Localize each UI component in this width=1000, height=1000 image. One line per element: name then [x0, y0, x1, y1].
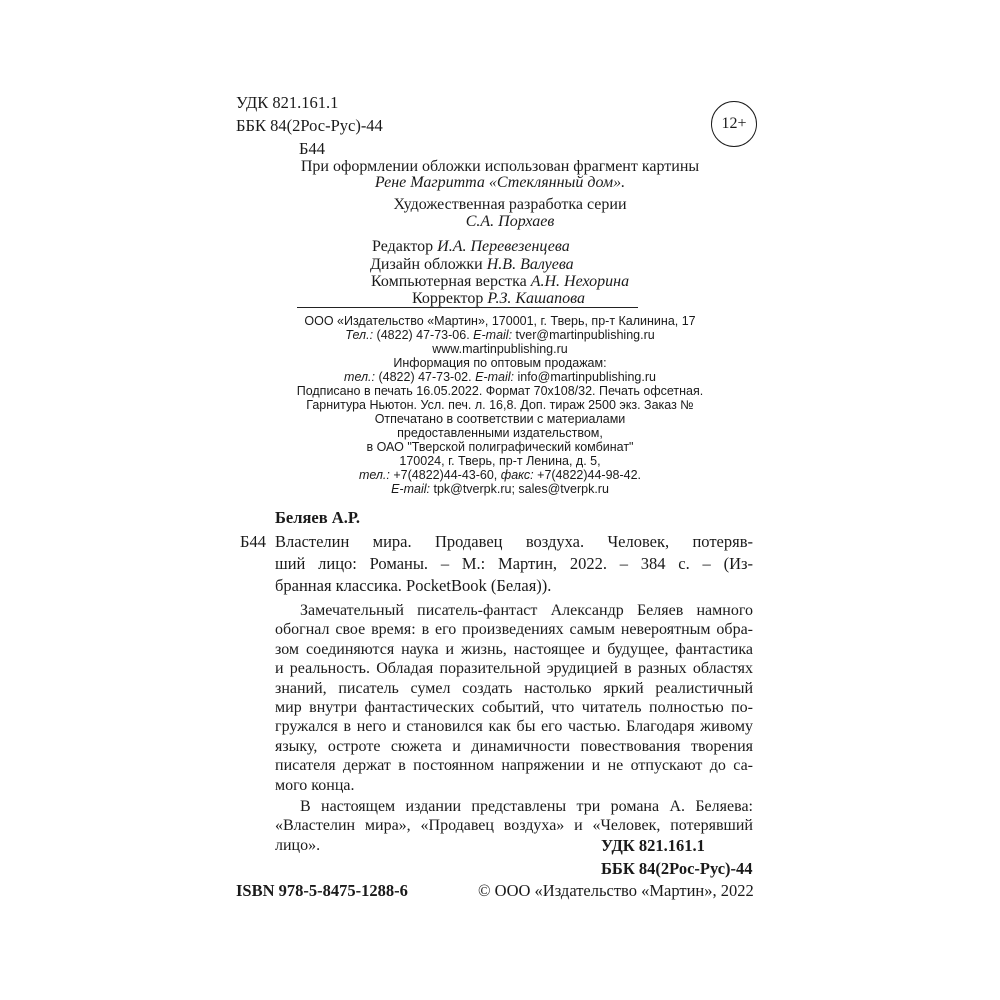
annotation-line: мого конца. — [275, 776, 355, 794]
series-design-label: Художественная разработка серии — [393, 196, 627, 213]
print-info-line4: предоставленными издательством, — [397, 426, 603, 440]
credit-editor — [372, 238, 570, 256]
credit-role: Редактор — [372, 238, 434, 255]
annotation-line: языку, остроте сюжета и динамичности повествования творения — [275, 737, 753, 755]
printer-email-line — [200, 482, 800, 496]
credit-name: Н.В. Валуева — [486, 256, 574, 273]
annotation-line: Замечательный писатель-фантаст Александр Беляев намного — [300, 602, 753, 619]
wholesale-contacts — [200, 370, 800, 384]
annotation-line: лицо». — [275, 836, 321, 854]
wholesale-label: Информация по оптовым продажам: — [393, 356, 607, 370]
credit-role: Корректор — [412, 290, 484, 307]
bbk-code: ББК 84(2Рос-Рус)-44 — [236, 116, 383, 135]
publisher-site: www.martinpublishing.ru — [432, 342, 568, 356]
email-label: E-mail: — [475, 370, 514, 384]
credit-name: А.Н. Нехорина — [530, 273, 630, 290]
udk-code: УДК 821.161.1 — [236, 93, 339, 112]
email-label: E-mail: — [391, 482, 430, 496]
annotation-line: гружался в него и становился как бы его частью. Благодаря живому — [275, 718, 753, 736]
tel-label: Тел.: — [345, 328, 374, 342]
annotation-line: зом соединяются наука и жизнь, настоящее и будущее, фантастика — [275, 640, 753, 658]
fax-label: факс: — [500, 468, 534, 482]
book-index: Б44 — [240, 532, 266, 551]
isbn: ISBN 978-5-8475-1288-6 — [236, 881, 408, 900]
print-info-line2: Гарнитура Ньютон. Усл. печ. л. 16,8. Доп. тираж 2500 экз. Заказ № — [306, 398, 694, 412]
cover-note-line1: При оформлении обложки использован фрагмент картины — [300, 158, 700, 175]
credit-name: И.А. Перевезенцева — [437, 238, 570, 255]
annotation-line: знаний, писатель сумел создать настолько яркий реалистичный — [275, 679, 753, 697]
printer-tel: +7(4822)44-43-60, — [393, 468, 498, 482]
printer-contacts — [200, 468, 800, 482]
printer-email: tpk@tverpk.ru; sales@tverpk.ru — [433, 482, 609, 496]
annotation-line: и реальность. Обладая поразительной эрудицией в разных областях — [275, 660, 753, 678]
cover-note-line2: Рене Магритта «Стеклянный дом». — [374, 174, 626, 191]
udk-code-bottom: УДК 821.161.1 — [601, 836, 705, 855]
book-title-line: ший лицо: Романы. – М.: Мартин, 2022. – 384 с. – (Из- — [275, 554, 753, 573]
print-info-line3: Отпечатано в соответствии с материалами — [374, 412, 626, 426]
printer-fax: +7(4822)44-98-42. — [537, 468, 642, 482]
publisher-email: tver@martinpublishing.ru — [515, 328, 655, 342]
annotation-line: В настоящем издании представлены три романа А. Беляева: — [300, 798, 753, 815]
credit-cover-design — [370, 256, 574, 274]
tel-label: тел.: — [358, 468, 390, 482]
credit-layout — [371, 273, 629, 291]
tel-label: тел.: — [344, 370, 375, 384]
series-design-name: С.А. Порхаев — [465, 213, 555, 230]
print-info-line5: в ОАО "Тверской полиграфический комбинат" — [366, 440, 634, 454]
credit-proofreader — [412, 290, 585, 308]
annotation-line: «Властелин мира», «Продавец воздуха» и «Человек, потерявший — [275, 817, 753, 835]
age-rating-text: 12+ — [721, 115, 747, 132]
book-title-line: бранная классика. PocketBook (Белая)). — [275, 576, 552, 595]
credit-name: Р.З. Кашапова — [487, 290, 585, 307]
wholesale-email: info@martinpublishing.ru — [517, 370, 656, 384]
credit-role: Компьютерная верстка — [371, 273, 527, 290]
section-divider — [297, 307, 638, 308]
publisher-address: ООО «Издательство «Мартин», 170001, г. Тверь, пр-т Калинина, 17 — [304, 314, 696, 328]
bbk-code-bottom: ББК 84(2Рос-Рус)-44 — [601, 859, 753, 878]
credit-role: Дизайн обложки — [370, 256, 483, 273]
annotation-line: мир внутри фантастических событий, что читатель полностью по- — [275, 699, 753, 716]
print-info-line6: 170024, г. Тверь, пр-т Ленина, д. 5, — [399, 454, 601, 468]
author-index: Б44 — [299, 139, 325, 158]
age-rating-badge — [711, 101, 757, 147]
annotation-line: писателя держат в постоянном напряжении и не отпускают до са- — [275, 757, 753, 775]
email-label: E-mail: — [473, 328, 513, 342]
wholesale-tel: (4822) 47-73-02. — [378, 370, 472, 384]
copyright: © ООО «Издательство «Мартин», 2022 — [478, 881, 754, 900]
print-info-line1: Подписано в печать 16.05.2022. Формат 70x108/32. Печать офсетная. — [296, 384, 704, 398]
publisher-contacts — [200, 328, 800, 342]
book-author: Беляев А.Р. — [275, 508, 360, 527]
publisher-tel: (4822) 47-73-06. — [376, 328, 470, 342]
book-title-line: Властелин мира. Продавец воздуха. Человек, потеряв- — [275, 532, 753, 551]
annotation-line: обогнал свое время: в его произведениях самым невероятным обра- — [275, 621, 753, 639]
